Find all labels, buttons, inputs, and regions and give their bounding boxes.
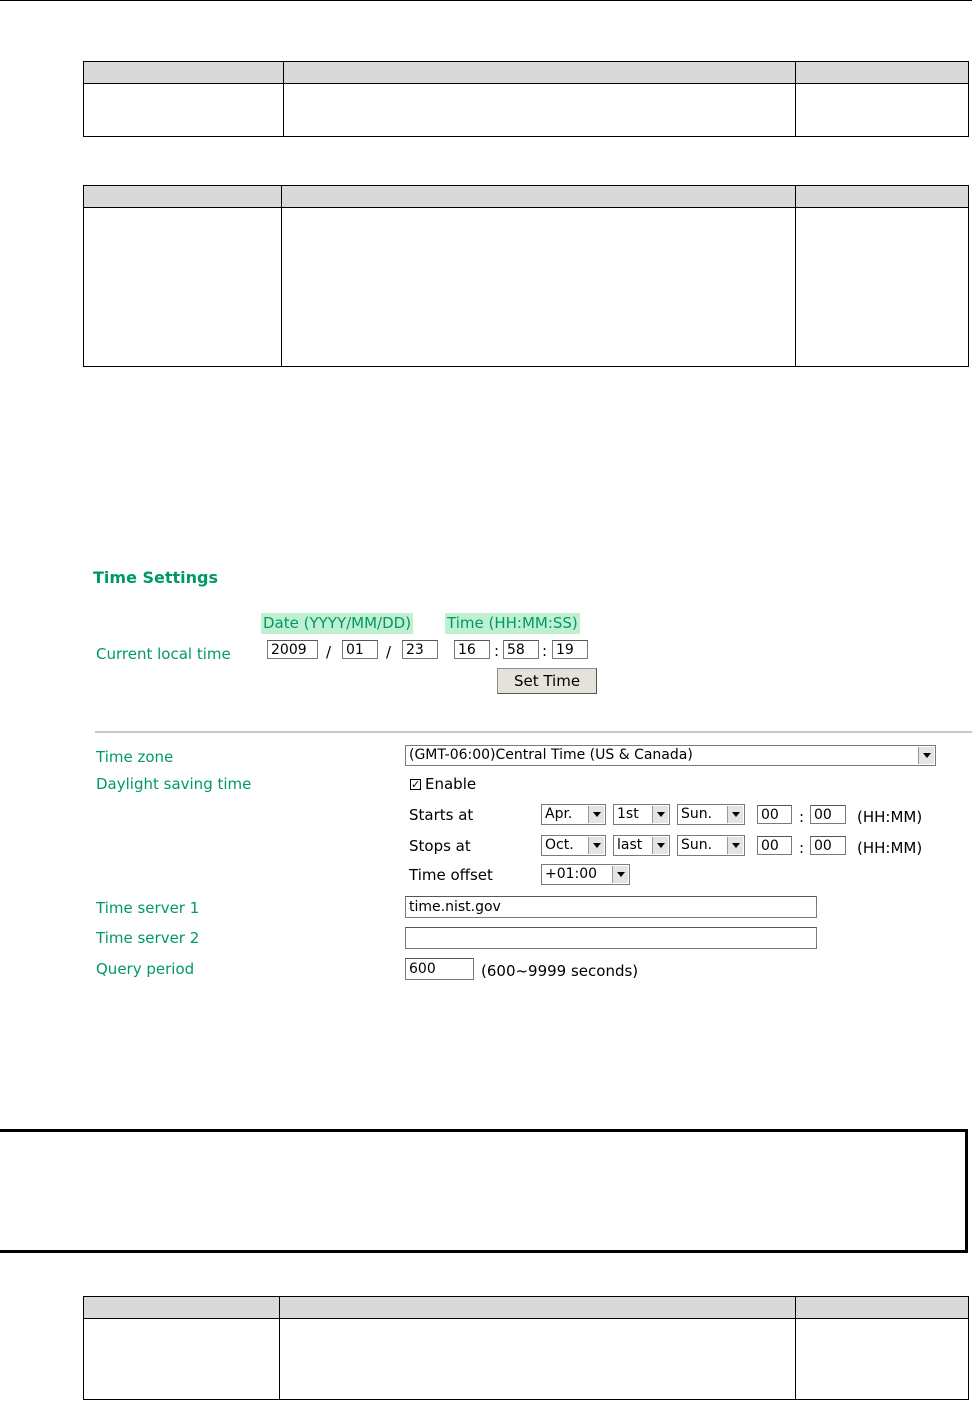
time-server-2-input[interactable] xyxy=(405,927,817,949)
stops-day-value: Sun. xyxy=(681,837,713,853)
stops-month-select[interactable] xyxy=(541,835,606,856)
starts-month-value: Apr. xyxy=(545,806,573,822)
hhmm-hint: (HH:MM) xyxy=(857,808,923,826)
time-offset-value: +01:00 xyxy=(545,866,598,882)
starts-hour-input[interactable]: 00 xyxy=(757,805,792,824)
day-input[interactable]: 23 xyxy=(402,640,438,659)
stops-day-select[interactable] xyxy=(677,835,745,856)
chevron-down-icon[interactable] xyxy=(652,806,668,823)
enable-checkbox[interactable]: ✓ xyxy=(411,778,421,791)
starts-day-value: Sun. xyxy=(681,806,713,822)
chevron-down-icon[interactable] xyxy=(727,806,743,823)
current-local-time-label: Current local time xyxy=(96,645,231,663)
year-input[interactable]: 2009 xyxy=(267,640,318,659)
time-separator: : xyxy=(799,839,805,857)
date-separator: / xyxy=(386,643,392,661)
parameter-table-3 xyxy=(83,1296,969,1400)
time-zone-value: (GMT-06:00)Central Time (US & Canada) xyxy=(409,747,693,763)
time-server-2-label: Time server 2 xyxy=(96,929,200,947)
query-period-label: Query period xyxy=(96,960,195,978)
table-header-row xyxy=(84,1297,969,1319)
chevron-down-icon[interactable] xyxy=(588,806,604,823)
minute-input[interactable]: 58 xyxy=(503,640,539,659)
starts-minute-input[interactable]: 00 xyxy=(810,805,846,824)
page-top-rule xyxy=(0,0,972,1)
stops-week-select[interactable] xyxy=(613,835,670,856)
hhmm-hint: (HH:MM) xyxy=(857,839,923,857)
time-header: Time (HH:MM:SS) xyxy=(447,614,578,632)
starts-month-select[interactable] xyxy=(541,804,606,825)
starts-at-label: Starts at xyxy=(409,806,474,824)
time-separator: : xyxy=(542,642,548,660)
chevron-down-icon[interactable] xyxy=(652,837,668,854)
time-separator: : xyxy=(494,642,500,660)
table-row xyxy=(84,208,969,367)
stops-at-label: Stops at xyxy=(409,837,471,855)
enable-label: Enable xyxy=(425,775,477,793)
time-zone-label: Time zone xyxy=(96,748,174,766)
time-offset-select[interactable] xyxy=(541,864,630,885)
parameter-table-2 xyxy=(83,185,969,367)
stops-minute-input[interactable]: 00 xyxy=(810,836,846,855)
date-header: Date (YYYY/MM/DD) xyxy=(263,614,412,632)
chevron-down-icon[interactable] xyxy=(727,837,743,854)
chevron-down-icon[interactable] xyxy=(918,747,934,764)
table-row xyxy=(84,84,969,137)
chevron-down-icon[interactable] xyxy=(612,866,628,883)
starts-week-value: 1st xyxy=(617,806,639,822)
starts-day-select[interactable] xyxy=(677,804,745,825)
chevron-down-icon[interactable] xyxy=(588,837,604,854)
time-zone-select[interactable] xyxy=(405,745,936,766)
second-input[interactable]: 19 xyxy=(552,640,588,659)
note-box xyxy=(0,1129,968,1253)
set-time-button[interactable]: Set Time xyxy=(497,668,597,694)
table-header-row xyxy=(84,62,969,84)
table-header-row xyxy=(84,186,969,208)
month-input[interactable]: 01 xyxy=(342,640,378,659)
time-server-1-input[interactable]: time.nist.gov xyxy=(405,896,817,918)
section-divider xyxy=(95,731,972,733)
time-server-1-label: Time server 1 xyxy=(96,899,200,917)
starts-week-select[interactable] xyxy=(613,804,670,825)
parameter-table-1 xyxy=(83,61,969,137)
stops-month-value: Oct. xyxy=(545,837,574,853)
time-offset-label: Time offset xyxy=(409,866,493,884)
query-period-hint: (600~9999 seconds) xyxy=(481,962,639,980)
time-separator: : xyxy=(799,808,805,826)
date-separator: / xyxy=(326,643,332,661)
stops-hour-input[interactable]: 00 xyxy=(757,836,792,855)
daylight-saving-label: Daylight saving time xyxy=(96,775,252,793)
hour-input[interactable]: 16 xyxy=(454,640,490,659)
table-row xyxy=(84,1319,969,1400)
section-title: Time Settings xyxy=(93,568,219,587)
query-period-input[interactable]: 600 xyxy=(405,958,474,980)
stops-week-value: last xyxy=(617,837,643,853)
